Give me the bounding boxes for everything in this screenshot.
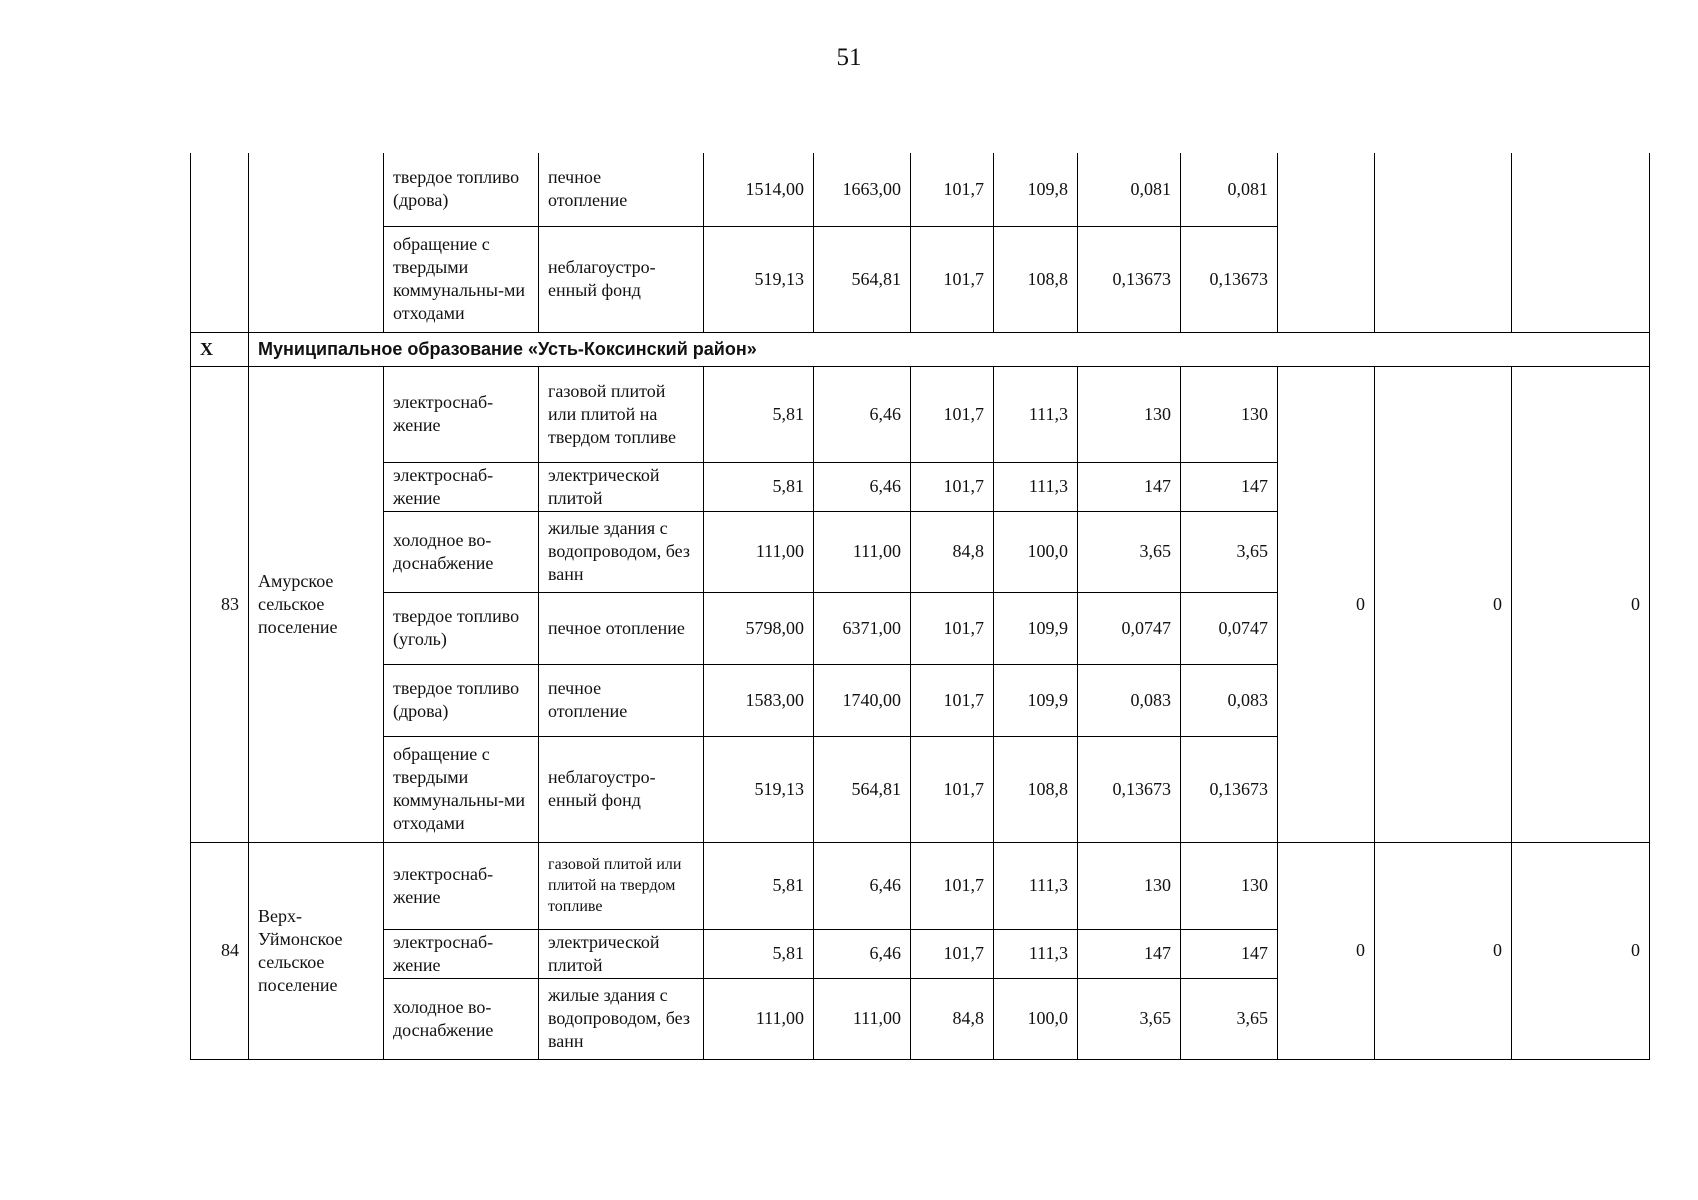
- value-cell: 3,65: [1078, 511, 1181, 592]
- value-cell: 519,13: [704, 226, 814, 332]
- condition-cell: неблагоустро-енный фонд: [539, 226, 704, 332]
- page-number: 51: [836, 44, 862, 71]
- condition-cell: жилые здания с водопроводом, без ванн: [539, 978, 704, 1059]
- table-row: [191, 153, 1650, 226]
- service-cell: холодное во-доснабжение: [384, 978, 539, 1059]
- value-cell: 111,00: [704, 511, 814, 592]
- value-cell: 108,8: [994, 226, 1078, 332]
- value-cell: 519,13: [704, 736, 814, 842]
- num-cell: [191, 153, 249, 332]
- condition-cell: [539, 664, 704, 736]
- zero-cell: 0: [1278, 842, 1375, 1059]
- value-cell: 5,81: [704, 929, 814, 978]
- empty-cell: [1512, 153, 1650, 332]
- tariff-table: [190, 153, 1650, 1060]
- zero-cell: 0: [1512, 842, 1650, 1059]
- settlement-number: 83: [191, 366, 249, 842]
- value-cell: 6,46: [814, 842, 911, 929]
- value-cell: 111,00: [704, 978, 814, 1059]
- value-cell: 6,46: [814, 462, 911, 511]
- value-cell: 3,65: [1181, 511, 1278, 592]
- value-cell: 84,8: [911, 511, 994, 592]
- settlement-name: Амурское сельское поселение: [249, 366, 384, 842]
- value-cell: 0,13673: [1181, 226, 1278, 332]
- table-row: [191, 842, 1650, 929]
- value-cell: 6,46: [814, 366, 911, 462]
- section-number: X: [191, 332, 249, 366]
- value-cell: 0,081: [1181, 153, 1278, 226]
- condition-text: печное отопление: [548, 678, 628, 721]
- value-cell: 147: [1181, 462, 1278, 511]
- value-cell: 5,81: [704, 462, 814, 511]
- value-cell: 1514,00: [704, 153, 814, 226]
- value-cell: 0,0747: [1181, 592, 1278, 664]
- value-cell: 0,13673: [1181, 736, 1278, 842]
- value-cell: 147: [1078, 462, 1181, 511]
- value-cell: 0,13673: [1078, 736, 1181, 842]
- value-cell: 111,3: [994, 929, 1078, 978]
- value-cell: 111,00: [814, 978, 911, 1059]
- value-cell: 1663,00: [814, 153, 911, 226]
- value-cell: 1740,00: [814, 664, 911, 736]
- value-cell: 111,3: [994, 842, 1078, 929]
- value-cell: 147: [1181, 929, 1278, 978]
- value-cell: 0,083: [1181, 664, 1278, 736]
- service-cell: обращение с твердыми коммунальны-ми отходами: [384, 226, 539, 332]
- condition-text: печное отопление: [548, 167, 628, 211]
- value-cell: 6371,00: [814, 592, 911, 664]
- condition-cell: неблагоустро-енный фонд: [539, 736, 704, 842]
- value-cell: 101,7: [911, 929, 994, 978]
- value-cell: 5,81: [704, 366, 814, 462]
- table-row: [191, 366, 1650, 462]
- condition-cell: электрической плитой: [539, 462, 704, 511]
- value-cell: 130: [1181, 842, 1278, 929]
- value-cell: 111,3: [994, 462, 1078, 511]
- value-cell: 101,7: [911, 736, 994, 842]
- value-cell: 101,7: [911, 592, 994, 664]
- service-cell: электроснаб-жение: [384, 929, 539, 978]
- condition-cell: жилые здания с водопроводом, без ванн: [539, 511, 704, 592]
- settlement-cell: [249, 153, 384, 332]
- condition-cell: [539, 153, 704, 226]
- condition-cell: газовой плитой или плитой на твердом топливе: [539, 842, 704, 929]
- value-cell: 100,0: [994, 978, 1078, 1059]
- settlement-name: Верх-Уймонское сельское поселение: [249, 842, 384, 1059]
- value-cell: 109,8: [994, 153, 1078, 226]
- service-cell: электроснаб-жение: [384, 462, 539, 511]
- empty-cell: [1278, 153, 1375, 332]
- value-cell: 100,0: [994, 511, 1078, 592]
- value-cell: 6,46: [814, 929, 911, 978]
- value-cell: 5798,00: [704, 592, 814, 664]
- value-cell: 111,3: [994, 366, 1078, 462]
- value-cell: 3,65: [1078, 978, 1181, 1059]
- value-cell: 147: [1078, 929, 1181, 978]
- value-cell: 0,13673: [1078, 226, 1181, 332]
- value-cell: 101,7: [911, 153, 994, 226]
- condition-cell: газовой плитой или плитой на твердом топливе: [539, 366, 704, 462]
- value-cell: 0,0747: [1078, 592, 1181, 664]
- value-cell: 101,7: [911, 226, 994, 332]
- value-cell: 564,81: [814, 226, 911, 332]
- value-cell: 109,9: [994, 664, 1078, 736]
- section-row: [191, 332, 1650, 366]
- condition-cell: электрической плитой: [539, 929, 704, 978]
- settlement-number: 84: [191, 842, 249, 1059]
- zero-cell: 0: [1375, 842, 1512, 1059]
- value-cell: 84,8: [911, 978, 994, 1059]
- section-title: Муниципальное образование «Усть-Коксинский район»: [249, 332, 1650, 366]
- service-cell: твердое топливо (дрова): [384, 664, 539, 736]
- value-cell: 0,083: [1078, 664, 1181, 736]
- service-cell: обращение с твердыми коммунальны-ми отходами: [384, 736, 539, 842]
- empty-cell: [1375, 153, 1512, 332]
- zero-cell: 0: [1375, 366, 1512, 842]
- service-cell: твердое топливо (уголь): [384, 592, 539, 664]
- value-cell: 130: [1078, 366, 1181, 462]
- value-cell: 101,7: [911, 842, 994, 929]
- zero-cell: 0: [1278, 366, 1375, 842]
- service-cell: холодное во-доснабжение: [384, 511, 539, 592]
- service-cell: твердое топливо (дрова): [384, 153, 539, 226]
- value-cell: 111,00: [814, 511, 911, 592]
- value-cell: 109,9: [994, 592, 1078, 664]
- value-cell: 5,81: [704, 842, 814, 929]
- zero-cell: 0: [1512, 366, 1650, 842]
- value-cell: 101,7: [911, 366, 994, 462]
- value-cell: 101,7: [911, 664, 994, 736]
- value-cell: 108,8: [994, 736, 1078, 842]
- value-cell: 3,65: [1181, 978, 1278, 1059]
- value-cell: 101,7: [911, 462, 994, 511]
- condition-cell: печное отопление: [539, 592, 704, 664]
- value-cell: 1583,00: [704, 664, 814, 736]
- service-cell: электроснаб-жение: [384, 366, 539, 462]
- value-cell: 130: [1078, 842, 1181, 929]
- value-cell: 130: [1181, 366, 1278, 462]
- service-cell: электроснаб-жение: [384, 842, 539, 929]
- value-cell: 564,81: [814, 736, 911, 842]
- value-cell: 0,081: [1078, 153, 1181, 226]
